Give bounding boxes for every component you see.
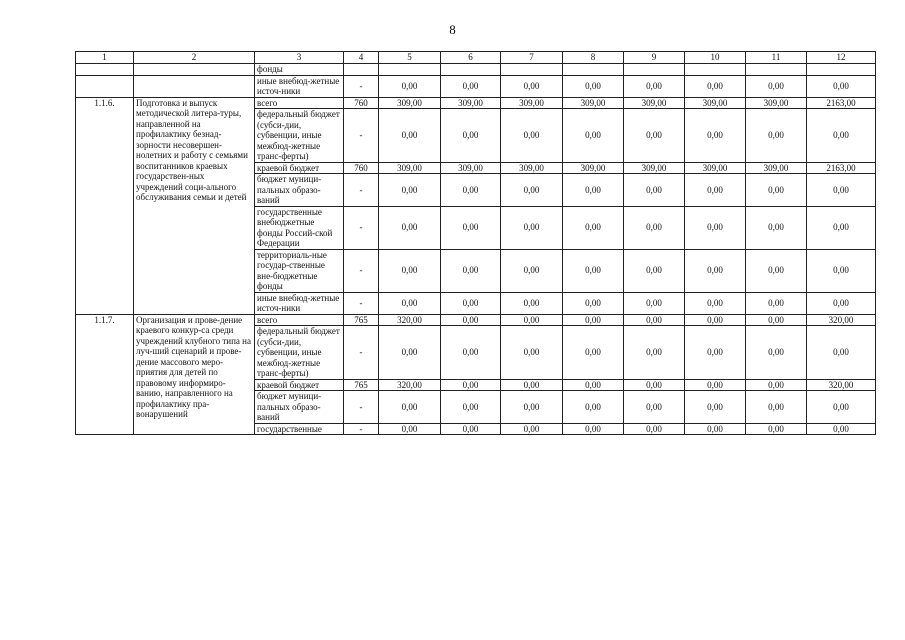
value-cell: 0,00 bbox=[501, 75, 563, 97]
value-cell: 309,00 bbox=[624, 97, 685, 109]
value-cell: 0,00 bbox=[624, 249, 685, 292]
value-cell: 0,00 bbox=[563, 249, 624, 292]
table-row bbox=[76, 75, 876, 97]
table-body bbox=[76, 52, 876, 435]
value-cell: 0,00 bbox=[624, 292, 685, 314]
value-cell: 309,00 bbox=[441, 162, 501, 174]
ministry-code-cell: - bbox=[344, 326, 379, 380]
item-number-cell bbox=[76, 64, 134, 76]
page-number: 8 bbox=[449, 22, 456, 37]
value-cell bbox=[624, 64, 685, 76]
value-cell: 309,00 bbox=[379, 97, 441, 109]
value-cell: 0,00 bbox=[807, 206, 876, 249]
funding-source-cell: бюджет муници-пальных образо-ваний bbox=[255, 391, 344, 424]
value-cell: 0,00 bbox=[685, 174, 746, 207]
value-cell: 0,00 bbox=[441, 423, 501, 435]
value-cell: 0,00 bbox=[685, 423, 746, 435]
value-cell: 320,00 bbox=[379, 379, 441, 391]
value-cell: 0,00 bbox=[685, 75, 746, 97]
value-cell: 0,00 bbox=[685, 326, 746, 380]
funding-source-cell: краевой бюджет bbox=[255, 162, 344, 174]
value-cell: 0,00 bbox=[746, 314, 807, 326]
ministry-code-cell: 765 bbox=[344, 379, 379, 391]
value-cell: 0,00 bbox=[807, 423, 876, 435]
value-cell: 0,00 bbox=[563, 423, 624, 435]
value-cell: 0,00 bbox=[563, 109, 624, 163]
column-number: 2 bbox=[134, 52, 255, 64]
column-number: 5 bbox=[379, 52, 441, 64]
column-number: 9 bbox=[624, 52, 685, 64]
value-cell: 0,00 bbox=[501, 174, 563, 207]
value-cell: 0,00 bbox=[563, 314, 624, 326]
value-cell: 309,00 bbox=[501, 162, 563, 174]
value-cell: 0,00 bbox=[379, 174, 441, 207]
ministry-code-cell: - bbox=[344, 292, 379, 314]
item-title-cell bbox=[134, 64, 255, 76]
ministry-code-cell: - bbox=[344, 109, 379, 163]
value-cell: 0,00 bbox=[624, 174, 685, 207]
value-cell: 309,00 bbox=[746, 162, 807, 174]
ministry-code-cell: - bbox=[344, 75, 379, 97]
funding-source-cell: территориаль-ные государ-ственные вне-бюджетные фонды bbox=[255, 249, 344, 292]
column-number: 7 bbox=[501, 52, 563, 64]
value-cell: 0,00 bbox=[624, 109, 685, 163]
value-cell: 0,00 bbox=[501, 206, 563, 249]
funding-source-cell: фонды bbox=[255, 64, 344, 76]
value-cell: 0,00 bbox=[441, 326, 501, 380]
value-cell: 0,00 bbox=[807, 109, 876, 163]
value-cell: 0,00 bbox=[501, 326, 563, 380]
value-cell bbox=[746, 64, 807, 76]
value-cell: 0,00 bbox=[807, 326, 876, 380]
value-cell: 0,00 bbox=[624, 206, 685, 249]
value-cell: 0,00 bbox=[807, 391, 876, 424]
column-number: 8 bbox=[563, 52, 624, 64]
value-cell: 0,00 bbox=[501, 292, 563, 314]
value-cell: 0,00 bbox=[501, 249, 563, 292]
item-title-cell: Подготовка и выпуск методической литера-туры, направленной на профилактику безнад-зорности несовершен-нолетних и работу с семьями воспитанников краевых государствен-ных учреждений соци-ального обслуживания семьи и детей bbox=[134, 97, 255, 314]
value-cell: 0,00 bbox=[685, 206, 746, 249]
value-cell: 0,00 bbox=[441, 249, 501, 292]
value-cell: 0,00 bbox=[501, 314, 563, 326]
value-cell: 0,00 bbox=[685, 249, 746, 292]
value-cell: 0,00 bbox=[807, 174, 876, 207]
value-cell: 0,00 bbox=[563, 391, 624, 424]
ministry-code-cell: 765 bbox=[344, 314, 379, 326]
item-number-cell: 1.1.6. bbox=[76, 97, 134, 314]
budget-table bbox=[75, 51, 876, 435]
value-cell: 0,00 bbox=[746, 249, 807, 292]
item-title-cell: Организация и прове-дение краевого конкур-са среди учреждений клубного типа на луч-ший сценарий и прове-дение массового меро-приятия для детей по правовому информиро-ванию, направленного на профилактику пра-вонарушений bbox=[134, 314, 255, 435]
value-cell: 0,00 bbox=[746, 292, 807, 314]
value-cell: 0,00 bbox=[379, 249, 441, 292]
funding-source-cell: федеральный бюджет (субси-дии, субвенции, иные межбюд-жетные транс-ферты) bbox=[255, 326, 344, 380]
value-cell: 2163,00 bbox=[807, 162, 876, 174]
value-cell: 0,00 bbox=[746, 326, 807, 380]
value-cell: 0,00 bbox=[441, 75, 501, 97]
funding-source-cell: всего bbox=[255, 314, 344, 326]
value-cell: 0,00 bbox=[441, 391, 501, 424]
table-row bbox=[76, 97, 876, 109]
value-cell: 0,00 bbox=[501, 423, 563, 435]
value-cell: 0,00 bbox=[563, 292, 624, 314]
value-cell bbox=[685, 64, 746, 76]
value-cell: 0,00 bbox=[501, 391, 563, 424]
value-cell: 309,00 bbox=[685, 162, 746, 174]
value-cell: 0,00 bbox=[685, 391, 746, 424]
value-cell: 309,00 bbox=[563, 162, 624, 174]
value-cell: 0,00 bbox=[563, 379, 624, 391]
value-cell bbox=[807, 64, 876, 76]
value-cell: 0,00 bbox=[379, 75, 441, 97]
value-cell: 309,00 bbox=[563, 97, 624, 109]
column-number: 12 bbox=[807, 52, 876, 64]
value-cell: 309,00 bbox=[379, 162, 441, 174]
value-cell: 309,00 bbox=[685, 97, 746, 109]
value-cell: 309,00 bbox=[501, 97, 563, 109]
value-cell: 0,00 bbox=[746, 75, 807, 97]
value-cell: 0,00 bbox=[441, 174, 501, 207]
value-cell: 309,00 bbox=[441, 97, 501, 109]
value-cell bbox=[501, 64, 563, 76]
ministry-code-cell: - bbox=[344, 423, 379, 435]
value-cell: 0,00 bbox=[807, 75, 876, 97]
funding-source-cell: краевой бюджет bbox=[255, 379, 344, 391]
funding-source-cell: бюджет муници-пальных образо-ваний bbox=[255, 174, 344, 207]
funding-source-cell: всего bbox=[255, 97, 344, 109]
value-cell bbox=[379, 64, 441, 76]
value-cell: 0,00 bbox=[379, 292, 441, 314]
value-cell: 0,00 bbox=[563, 206, 624, 249]
value-cell: 0,00 bbox=[379, 391, 441, 424]
value-cell: 0,00 bbox=[746, 423, 807, 435]
funding-source-cell: федеральный бюджет (субси-дии, субвенции, иные межбюд-жетные транс-ферты) bbox=[255, 109, 344, 163]
value-cell: 0,00 bbox=[379, 326, 441, 380]
value-cell: 0,00 bbox=[624, 379, 685, 391]
value-cell: 0,00 bbox=[685, 292, 746, 314]
value-cell: 0,00 bbox=[379, 109, 441, 163]
item-number-cell bbox=[76, 75, 134, 97]
column-number: 4 bbox=[344, 52, 379, 64]
column-number: 10 bbox=[685, 52, 746, 64]
funding-source-cell: иные внебюд-жетные источ-ники bbox=[255, 75, 344, 97]
value-cell: 2163,00 bbox=[807, 97, 876, 109]
value-cell: 0,00 bbox=[441, 206, 501, 249]
value-cell: 309,00 bbox=[624, 162, 685, 174]
value-cell: 0,00 bbox=[624, 326, 685, 380]
value-cell: 0,00 bbox=[807, 249, 876, 292]
value-cell: 0,00 bbox=[624, 423, 685, 435]
ministry-code-cell: - bbox=[344, 174, 379, 207]
value-cell: 320,00 bbox=[807, 314, 876, 326]
value-cell: 0,00 bbox=[563, 75, 624, 97]
funding-source-cell: государственные bbox=[255, 423, 344, 435]
value-cell bbox=[441, 64, 501, 76]
value-cell: 0,00 bbox=[746, 391, 807, 424]
value-cell: 0,00 bbox=[685, 314, 746, 326]
value-cell: 0,00 bbox=[563, 326, 624, 380]
column-number: 1 bbox=[76, 52, 134, 64]
value-cell: 0,00 bbox=[746, 379, 807, 391]
value-cell: 0,00 bbox=[624, 391, 685, 424]
value-cell: 0,00 bbox=[624, 314, 685, 326]
value-cell: 320,00 bbox=[807, 379, 876, 391]
value-cell: 0,00 bbox=[441, 314, 501, 326]
value-cell: 320,00 bbox=[379, 314, 441, 326]
table-row bbox=[76, 314, 876, 326]
value-cell: 0,00 bbox=[685, 379, 746, 391]
value-cell: 0,00 bbox=[685, 109, 746, 163]
column-number-row bbox=[76, 52, 876, 64]
item-number-cell: 1.1.7. bbox=[76, 314, 134, 435]
value-cell: 0,00 bbox=[746, 109, 807, 163]
ministry-code-cell: - bbox=[344, 391, 379, 424]
value-cell: 0,00 bbox=[441, 292, 501, 314]
ministry-code-cell: 760 bbox=[344, 162, 379, 174]
value-cell: 0,00 bbox=[379, 423, 441, 435]
value-cell: 0,00 bbox=[624, 75, 685, 97]
value-cell: 0,00 bbox=[746, 206, 807, 249]
column-number: 3 bbox=[255, 52, 344, 64]
value-cell bbox=[563, 64, 624, 76]
table-row bbox=[76, 64, 876, 76]
value-cell: 0,00 bbox=[441, 109, 501, 163]
column-number: 6 bbox=[441, 52, 501, 64]
ministry-code-cell: - bbox=[344, 249, 379, 292]
funding-source-cell: государственные внебюджетные фонды Россий-ской Федерации bbox=[255, 206, 344, 249]
value-cell: 0,00 bbox=[501, 109, 563, 163]
value-cell: 0,00 bbox=[501, 379, 563, 391]
value-cell: 0,00 bbox=[379, 206, 441, 249]
item-title-cell bbox=[134, 75, 255, 97]
value-cell: 0,00 bbox=[746, 174, 807, 207]
ministry-code-cell bbox=[344, 64, 379, 76]
value-cell: 0,00 bbox=[563, 174, 624, 207]
ministry-code-cell: - bbox=[344, 206, 379, 249]
funding-source-cell: иные внебюд-жетные источ-ники bbox=[255, 292, 344, 314]
ministry-code-cell: 760 bbox=[344, 97, 379, 109]
value-cell: 0,00 bbox=[441, 379, 501, 391]
column-number: 11 bbox=[746, 52, 807, 64]
value-cell: 0,00 bbox=[807, 292, 876, 314]
value-cell: 309,00 bbox=[746, 97, 807, 109]
